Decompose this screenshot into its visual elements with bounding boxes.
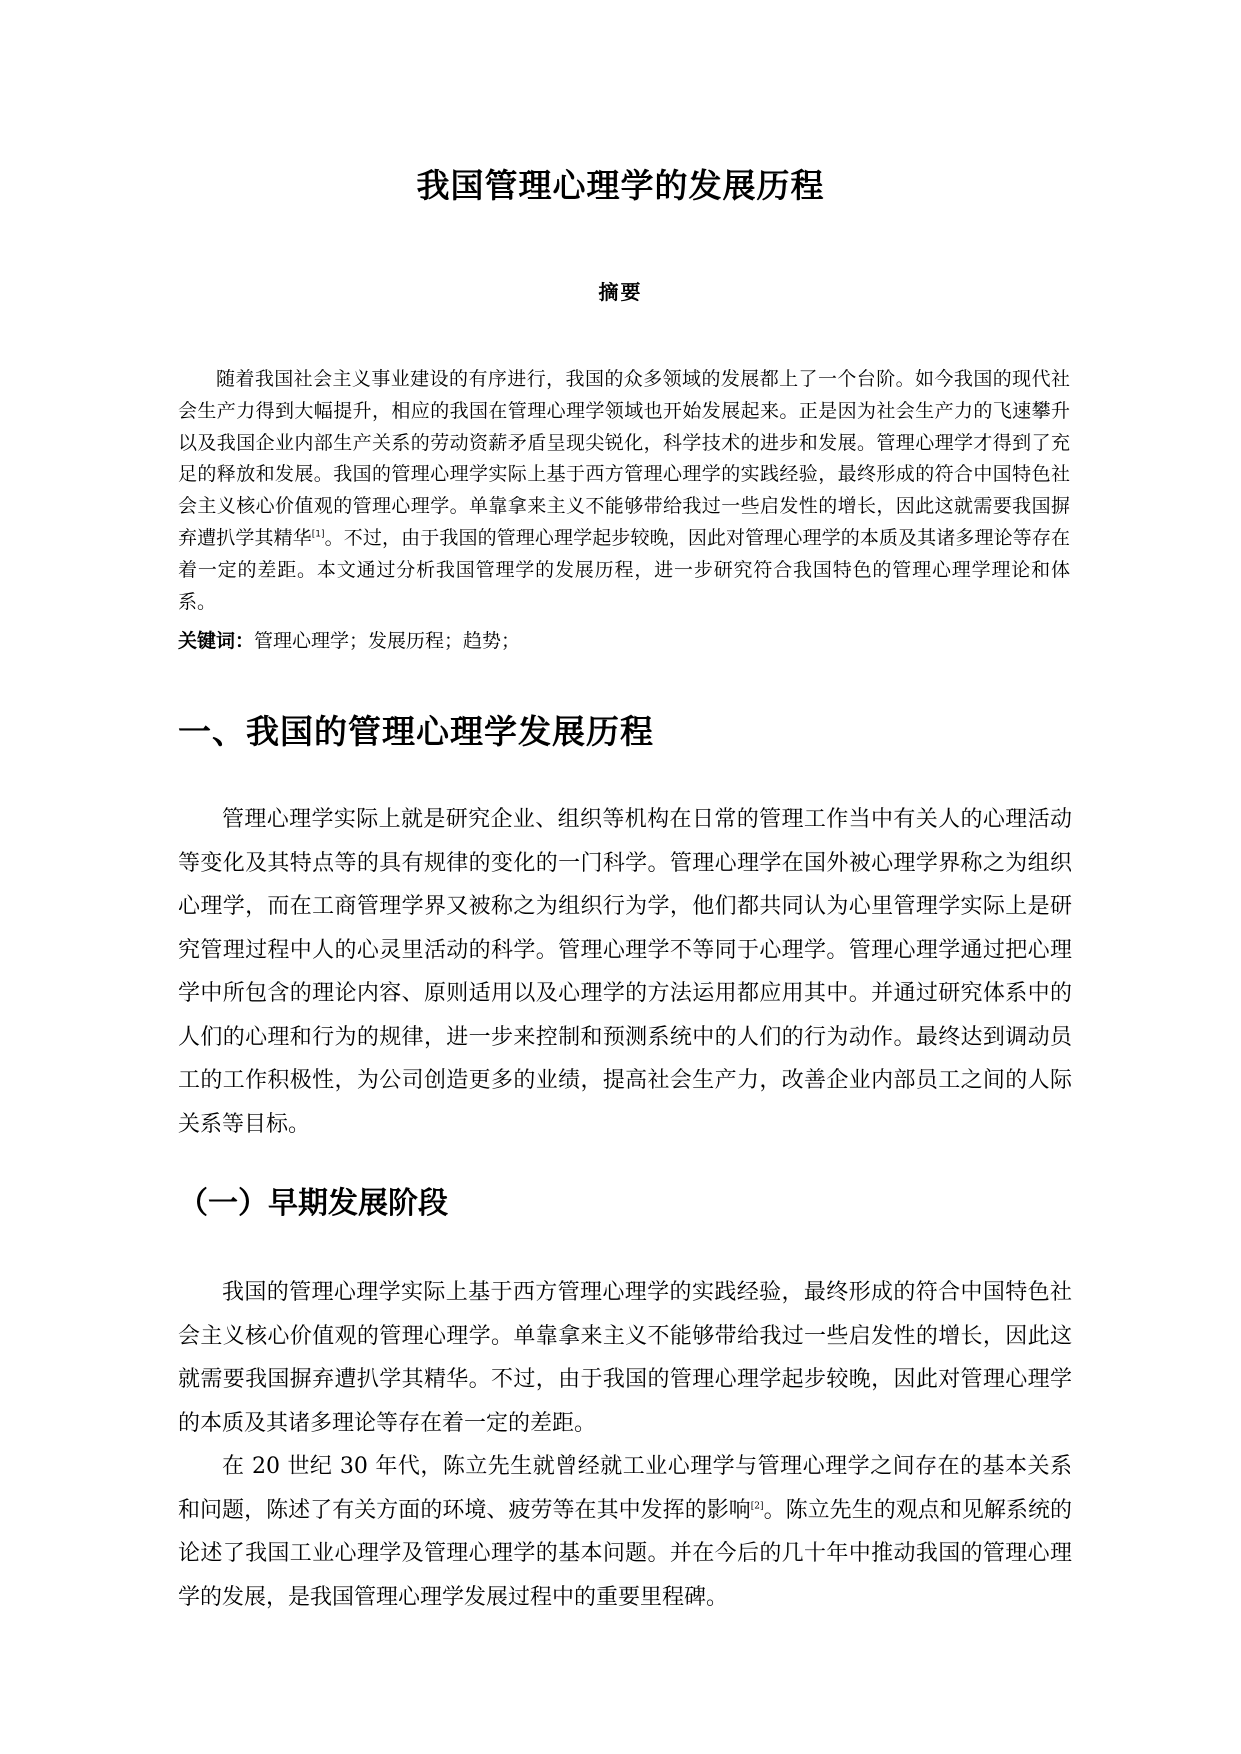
keywords-label: 关键词： (178, 630, 255, 652)
abstract-text-part2: 。不过，由于我国的管理心理学起步较晚，因此对管理心理学的本质及其诸多理论等存在着一定的差距。本文通过分析我国管理学的发展历程，进一步研究符合我国特色的管理心理学理论和体系。 (178, 526, 1070, 613)
section-heading-1: 一、我国的管理心理学发展历程 (178, 712, 654, 751)
subsection-1-paragraph-2 (178, 1445, 1072, 1619)
subsection-1-body (178, 1271, 1072, 1619)
subsection-heading-1: （一）早期发展阶段 (178, 1186, 448, 1221)
abstract-heading: 摘要 (598, 280, 643, 304)
subsection-1-paragraph-2-part1: 在 20 世纪 30 年代，陈立先生就曾经就工业心理学与管理心理学之间存在的基本关系和问题，陈述了有关方面的环境、疲劳等在其中发挥的影响 (178, 1454, 1072, 1523)
subsection-1-paragraph-1: 我国的管理心理学实际上基于西方管理心理学的实践经验，最终形成的符合中国特色社会主义核心价值观的管理心理学。单靠拿来主义不能够带给我过一些启发性的增长，因此这就需要我国摒弃遭扒学其精华。不过，由于我国的管理心理学起步较晚，因此对管理心理学的本质及其诸多理论等存在着一定的差距。 (178, 1280, 1072, 1436)
citation-ref-1[interactable]: [1] (311, 529, 325, 540)
section-1-paragraph: 管理心理学实际上就是研究企业、组织等机构在日常的管理工作当中有关人的心理活动等变化及其特点等的具有规律的变化的一门科学。管理心理学在国外被心理学界称之为组织心理学，而在工商管理学界又被称之为组织行为学，他们都共同认为心里管理学实际上是研究管理过程中人的心灵里活动的科学。管理心理学不等同于心理学。管理心理学通过把心理学中所包含的理论内容、原则适用以及心理学的方法运用都应用其中。并通过研究体系中的人们的心理和行为的规律，进一步来控制和预测系统中的人们的行为动作。最终达到调动员工的工作积极性，为公司创造更多的业绩，提高社会生产力，改善企业内部员工之间的人际关系等目标。 (178, 807, 1072, 1137)
abstract-text-part1: 随着我国社会主义事业建设的有序进行，我国的众多领域的发展都上了一个台阶。如今我国的现代社会生产力得到大幅提升，相应的我国在管理心理学领域也开始发展起来。正是因为社会生产力的飞速攀升以及我国企业内部生产关系的劳动资薪矛盾呈现尖锐化，科学技术的进步和发展。管理心理学才得到了充足的释放和发展。我国的管理心理学实际上基于西方管理心理学的实践经验，最终形成的符合中国特色社会主义核心价值观的管理心理学。单靠拿来主义不能够带给我过一些启发性的增长，因此这就需要我国摒弃遭扒学其精华 (178, 368, 1070, 549)
keywords-value: 管理心理学；发展历程；趋势； (254, 630, 521, 652)
citation-ref-2[interactable]: [2] (750, 1501, 764, 1512)
page-title: 我国管理心理学的发展历程 (416, 166, 825, 205)
keywords-line (178, 626, 1070, 656)
abstract-text (178, 364, 1070, 618)
subsection-1-paragraph-2-part2: 。陈立先生的观点和见解系统的论述了我国工业心理学及管理心理学的基本问题。并在今后的几十年中推动我国的管理心理学的发展，是我国管理心理学发展过程中的重要里程碑。 (178, 1497, 1072, 1610)
section-1-body (178, 798, 1072, 1146)
